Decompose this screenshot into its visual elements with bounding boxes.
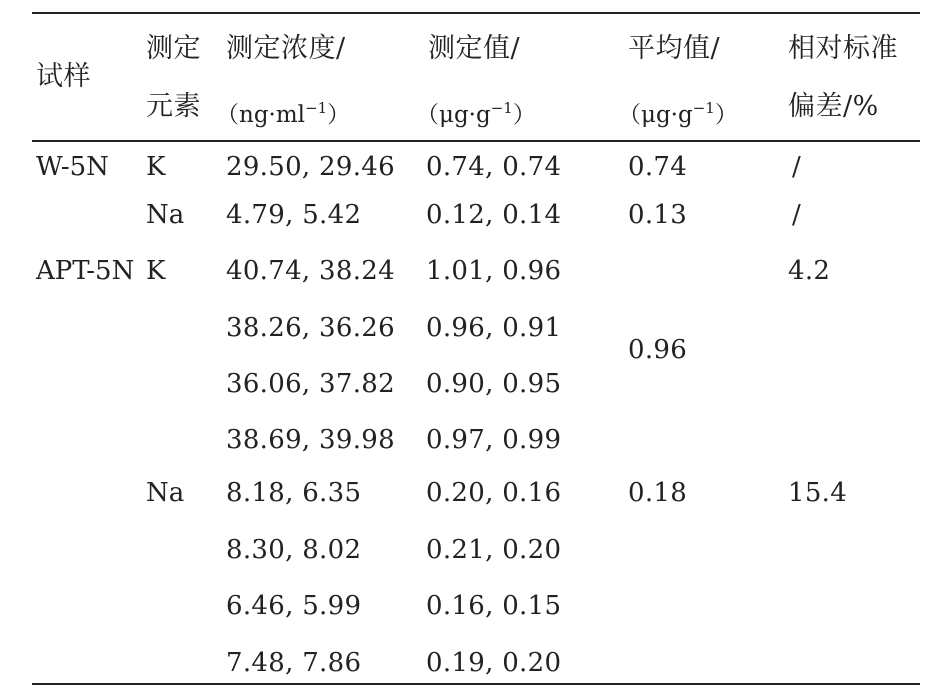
header-concentration-unit: $(ng\cdot ml^{-1})$ <box>216 99 351 128</box>
cell-rsd: / <box>792 152 801 182</box>
cell-element: K <box>146 256 166 286</box>
cell-concentration: 38.69, 39.98 <box>226 425 395 455</box>
cell-measured: 0.74, 0.74 <box>426 152 562 182</box>
header-rsd-line1: 相对标准 <box>788 33 898 64</box>
header-concentration-line1: 测定浓度/ <box>226 33 346 64</box>
cell-measured: 0.90, 0.95 <box>426 369 562 399</box>
table-header-rule <box>32 140 920 142</box>
cell-concentration: 8.18, 6.35 <box>226 478 362 508</box>
cell-measured: 0.20, 0.16 <box>426 478 562 508</box>
cell-concentration: 8.30, 8.02 <box>226 535 362 565</box>
cell-sample: APT-5N <box>36 256 135 286</box>
cell-rsd: 4.2 <box>788 256 831 286</box>
cell-measured: 0.96, 0.91 <box>426 313 562 343</box>
cell-element: Na <box>146 200 185 230</box>
header-rsd-line2: 偏差/% <box>788 91 879 122</box>
cell-concentration: 38.26, 36.26 <box>226 313 395 343</box>
cell-concentration: 4.79, 5.42 <box>226 200 362 230</box>
cell-mean: 0.96 <box>628 335 688 365</box>
header-sample: 试样 <box>36 61 91 92</box>
cell-sample: W-5N <box>36 152 109 182</box>
header-mean-unit: $(\mu g\cdot g^{-1})$ <box>618 99 738 128</box>
cell-measured: 0.16, 0.15 <box>426 591 562 621</box>
cell-rsd: / <box>792 200 801 230</box>
cell-mean: 0.13 <box>628 200 688 230</box>
cell-concentration: 36.06, 37.82 <box>226 369 395 399</box>
cell-measured: 0.21, 0.20 <box>426 535 562 565</box>
header-element-line1: 测定 <box>146 33 201 64</box>
cell-mean: 0.18 <box>628 478 688 508</box>
cell-mean: 0.74 <box>628 152 688 182</box>
cell-measured: 0.19, 0.20 <box>426 648 562 678</box>
header-mean-line1: 平均值/ <box>628 33 721 64</box>
table-top-rule <box>32 12 920 14</box>
cell-concentration: 29.50, 29.46 <box>226 152 395 182</box>
table-bottom-rule <box>32 683 920 685</box>
header-element-line2: 元素 <box>146 91 201 122</box>
cell-element: K <box>146 152 166 182</box>
cell-concentration: 40.74, 38.24 <box>226 256 395 286</box>
header-measured-unit: $(\mu g\cdot g^{-1})$ <box>416 99 536 128</box>
header-measured-line1: 测定值/ <box>428 33 521 64</box>
cell-measured: 0.12, 0.14 <box>426 200 562 230</box>
cell-measured: 1.01, 0.96 <box>426 256 562 286</box>
cell-concentration: 7.48, 7.86 <box>226 648 362 678</box>
cell-rsd: 15.4 <box>788 478 848 508</box>
cell-element: Na <box>146 478 185 508</box>
cell-concentration: 6.46, 5.99 <box>226 591 362 621</box>
cell-measured: 0.97, 0.99 <box>426 425 562 455</box>
